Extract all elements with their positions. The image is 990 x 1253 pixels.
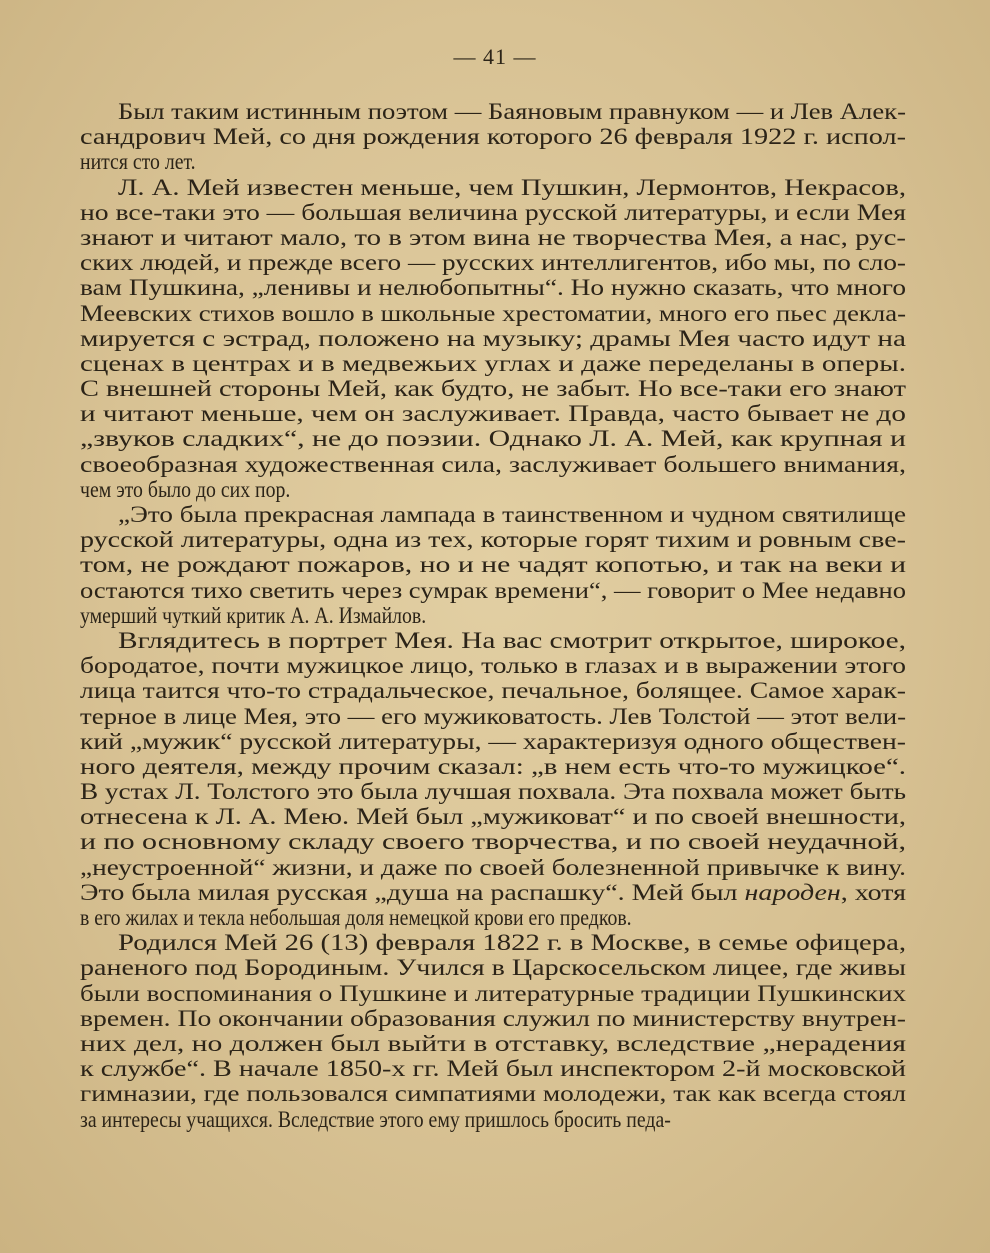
page-body-text bbox=[80, 99, 906, 1132]
text-line: гимназии, где пользовался симпатиями молодежи, так как всегда стоял bbox=[80, 1081, 906, 1107]
text-line: мируется с эстрад, положено на музыку; драмы Мея часто идут на bbox=[80, 325, 906, 351]
text-line: отнесена к Л. А. Мею. Мей был „мужиковат“ и по своей внешности, bbox=[80, 804, 906, 830]
text-line: „звуков сладких“, не до поэзии. Однако Л. А. Мей, как крупная и bbox=[80, 426, 906, 452]
text-line: умерший чуткий критик А. А. Измайлов. bbox=[80, 602, 427, 628]
text-line: времен. По окончании образования служил по министерству внутрен- bbox=[80, 1005, 906, 1031]
text-line: ских людей, и прежде всего — русских интеллигентов, ибо мы, по сло- bbox=[80, 250, 906, 276]
text-line: них дел, но должен был выйти в отставку, вследствие „нерадения bbox=[80, 1030, 906, 1056]
text-line: бородатое, почти мужицкое лицо, только в глазах и в выражении этого bbox=[80, 653, 906, 679]
text-line: Меевских стихов вошло в школьные хрестоматии, много его пьес декла- bbox=[80, 300, 906, 326]
text-line: но все-таки это — большая величина русской литературы, и если Мея bbox=[80, 199, 907, 225]
text-line: сценах в центрах и в медвежьих углах и даже переделаны в оперы. bbox=[80, 350, 906, 376]
text-line: знают и читают мало, то в этом вина не творчества Мея, а нас, рус- bbox=[80, 224, 906, 250]
text-line: в его жилах и текла небольшая доля немецкой крови его предков. bbox=[80, 905, 632, 930]
text-line: Был таким истинным поэтом — Баяновым правнуком — и Лев Алек- bbox=[118, 99, 906, 124]
text-line: том, не рождают пожаров, но и не чадят копотью, и так на веки и bbox=[80, 552, 906, 578]
paragraph bbox=[80, 175, 906, 502]
text-line: и читают меньше, чем он заслуживает. Правда, часто бывает не до bbox=[80, 401, 906, 427]
text-line: Это была милая русская „душа на распашку“. Мей был народен, хотя bbox=[80, 879, 907, 905]
text-line: лица таится что-то страдальческое, печальное, болящее. Самое харак- bbox=[80, 678, 906, 704]
text-line: Вглядитесь в портрет Мея. На вас смотрит открытое, широкое, bbox=[118, 627, 906, 653]
text-line: к службе“. В начале 1850-х гг. Мей был инспектором 2-й московской bbox=[80, 1056, 906, 1082]
paragraph bbox=[80, 930, 906, 1132]
text-line: терное в лице Мея, это — его мужиковатость. Лев Толстой — этот вели- bbox=[80, 703, 906, 729]
text-line: русской литературы, одна из тех, которые горят тихим и ровным све- bbox=[80, 527, 906, 553]
text-line: были воспоминания о Пушкине и литературные традиции Пушкинских bbox=[80, 980, 906, 1006]
text-line: „неустроенной“ жизни, и даже по своей болезненной привычке к вину. bbox=[80, 854, 906, 880]
text-line: Родился Мей 26 (13) февраля 1822 г. в Москве, в семье офицера, bbox=[118, 930, 906, 956]
text-line: „Это была прекрасная лампада в таинственном и чудном святилище bbox=[118, 502, 906, 527]
text-line: за интересы учащихся. Вследствие этого ему пришлось бросить педа- bbox=[80, 1106, 671, 1132]
text-line: вам Пушкина, „ленивы и нелюбопытны“. Но нужно сказать, что много bbox=[80, 275, 906, 301]
text-line: ного деятеля, между прочим сказал: „в нем есть что-то мужицкое“. bbox=[80, 753, 906, 779]
text-line: сандрович Мей, со дня рождения которого 26 февраля 1922 г. испол- bbox=[80, 124, 906, 150]
text-line: остаются тихо светить через сумрак времени“, — говорит о Мее недавно bbox=[80, 577, 906, 603]
text-line: кий „мужик“ русской литературы, — характеризуя одного обществен- bbox=[80, 728, 906, 754]
text-line: своеобразная художественная сила, заслуживает большего внимания, bbox=[80, 451, 906, 477]
text-line: В устах Л. Толстого это была лучшая похвала. Эта похвала может быть bbox=[80, 779, 906, 805]
text-line: Л. А. Мей известен меньше, чем Пушкин, Лермонтов, Некрасов, bbox=[118, 174, 907, 200]
text-line: раненого под Бородиным. Учился в Царскосельском лицее, где живы bbox=[80, 955, 906, 981]
page-number: — 41 — bbox=[453, 44, 537, 69]
paragraph bbox=[80, 502, 906, 628]
paragraph bbox=[80, 628, 906, 930]
text-line: и по основному складу своего творчества, и по своей неудачной, bbox=[80, 829, 906, 855]
text-line: чем это было до сих пор. bbox=[80, 476, 291, 502]
text-line: С внешней стороны Мей, как будто, не забыт. Но все-таки его знают bbox=[80, 376, 906, 402]
text-line: нится сто лет. bbox=[80, 149, 196, 175]
paragraph bbox=[80, 99, 906, 175]
